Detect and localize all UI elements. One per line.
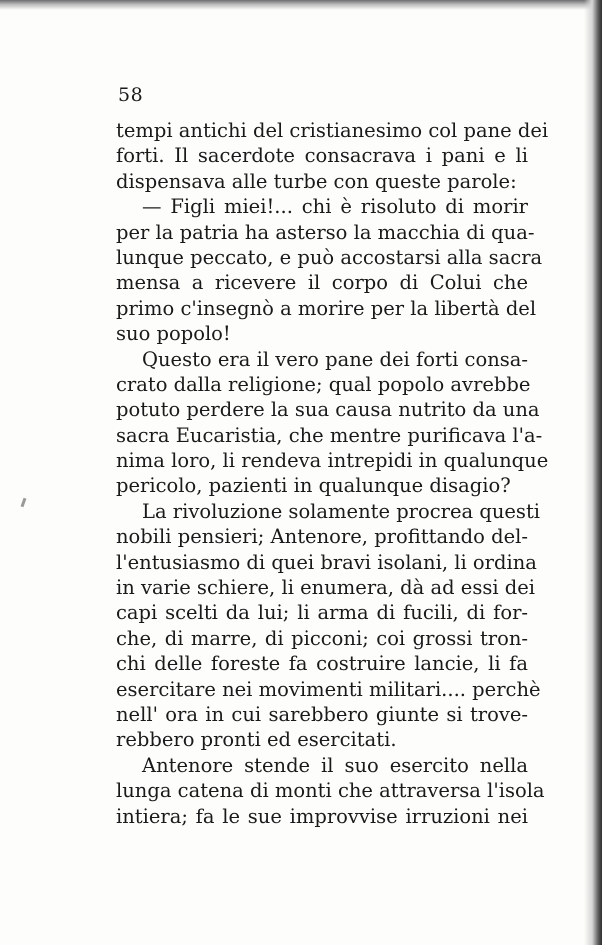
text-line: primo c'insegnò a morire per la libertà del	[116, 296, 537, 320]
text-line: nobili pensieri; Antenore, profittando del-	[116, 525, 528, 549]
text-line: nima loro, li rendeva intrepidi in qualunque	[116, 449, 549, 473]
text-line: La rivoluzione solamente procrea questi	[142, 499, 541, 523]
text-line: — Figli miei!... chi è risoluto di morir	[142, 195, 528, 219]
text-line: l'entusiasmo di quei bravi isolani, li ordina	[116, 550, 537, 574]
text-line: chi delle foreste fa costruire lancie, li fa	[116, 652, 528, 676]
text-line: crato dalla religione; qual popolo avrebbe	[116, 372, 531, 396]
text-line: Questo era il vero pane dei forti consa-	[142, 347, 528, 371]
text-line: in varie schiere, li enumera, dà ad essi dei	[116, 576, 536, 600]
scan-speck	[21, 498, 27, 507]
text-line: capi scelti da lui; li arma di fucili, di for-	[116, 601, 528, 625]
text-line: potuto perdere la sua causa nutrito da una	[116, 398, 540, 422]
text-line: forti. Il sacerdote consacrava i pani e li	[116, 144, 528, 168]
text-line: Antenore stende il suo esercito nella	[142, 753, 528, 777]
text-line: suo popolo!	[116, 322, 231, 346]
text-line: nell' ora in cui sarebbero giunte si trove-	[116, 702, 528, 726]
text-line: esercitare nei movimenti militari.... perchè	[116, 677, 541, 701]
text-line: dispensava alle turbe con queste parole:	[116, 169, 517, 193]
text-line: tempi antichi del cristianesimo col pane dei	[116, 119, 549, 142]
text-line: rebbero pronti ed esercitati.	[116, 728, 397, 752]
body-text	[116, 118, 549, 829]
text-line: sacra Eucaristia, che mentre purificava l'a-	[116, 423, 543, 447]
text-line: per la patria ha asterso la macchia di qua-	[116, 220, 535, 244]
text-line: che, di marre, di picconi; coi grossi tron-	[116, 626, 528, 650]
text-line: lunga catena di monti che attraversa l'isola	[116, 779, 545, 803]
scan-right-edge	[584, 0, 602, 945]
text-line: pericolo, pazienti in qualunque disagio?	[116, 474, 511, 498]
text-line: intiera; fa le sue improvvise irruzioni nei	[116, 804, 528, 828]
text-line: lunque peccato, e può accostarsi alla sacra	[116, 245, 543, 269]
scan-top-edge	[0, 0, 602, 10]
text-line: mensa a ricevere il corpo di Colui che	[116, 271, 528, 295]
page-number: 58	[118, 84, 144, 106]
